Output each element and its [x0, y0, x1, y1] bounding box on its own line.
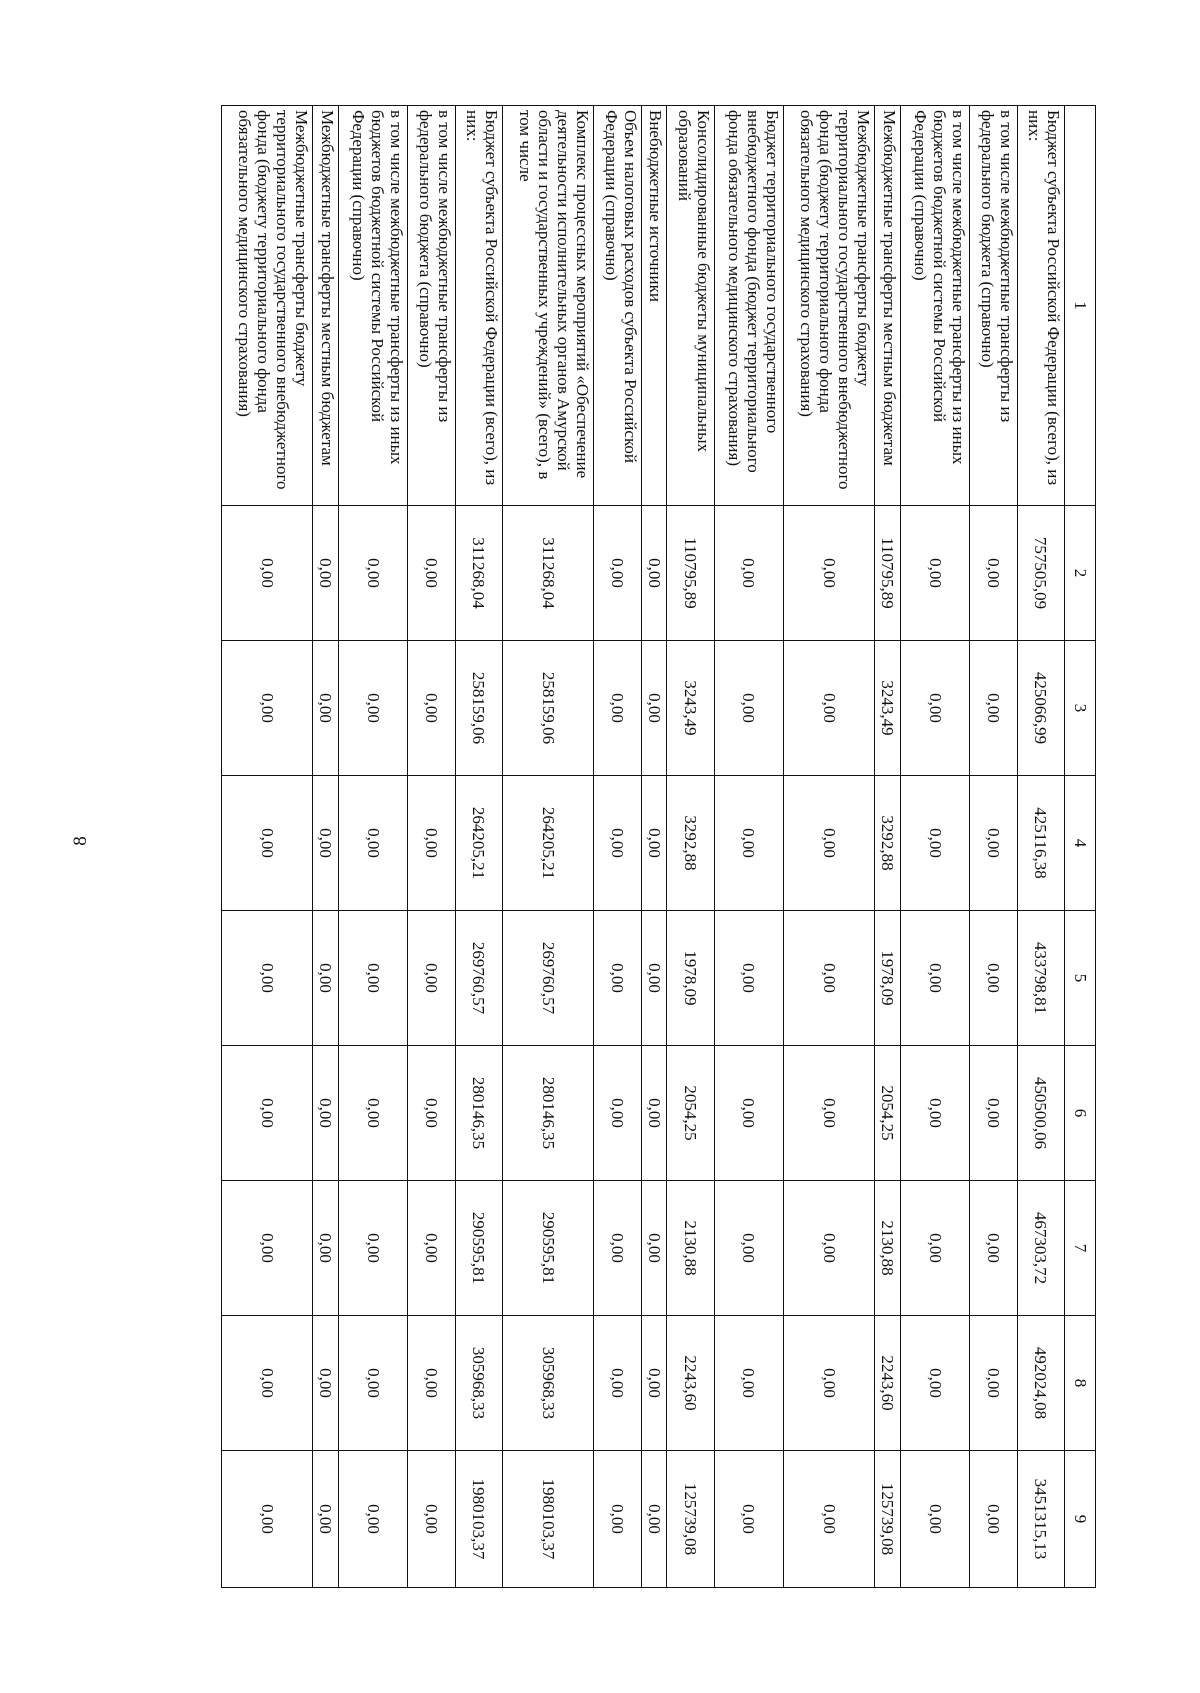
value-cell: 280146,35 — [503, 1046, 594, 1181]
value-cell: 0,00 — [338, 776, 407, 911]
table-row — [338, 106, 407, 1588]
value-cell: 0,00 — [408, 1181, 455, 1316]
row-label: Межбюджетные трансферты бюджету территориального государственного внебюджетного фонда (бюджету территориального фонда обязательного медицинского страхования) — [784, 106, 875, 506]
value-cell: 0,00 — [641, 641, 666, 776]
value-cell: 0,00 — [313, 506, 338, 641]
value-cell: 0,00 — [313, 1316, 338, 1451]
value-cell: 0,00 — [222, 1451, 313, 1588]
value-cell: 2130,88 — [875, 1181, 900, 1316]
column-header-2: 2 — [1065, 506, 1096, 641]
value-cell: 0,00 — [338, 1046, 407, 1181]
page-number: 8 — [70, 836, 91, 846]
value-cell: 0,00 — [714, 1181, 783, 1316]
value-cell: 425066,99 — [1017, 641, 1064, 776]
table-row — [784, 106, 875, 1588]
table-row — [641, 106, 666, 1588]
value-cell: 0,00 — [222, 1316, 313, 1451]
value-cell: 0,00 — [313, 1181, 338, 1316]
value-cell: 0,00 — [594, 911, 641, 1046]
value-cell: 305968,33 — [455, 1316, 502, 1451]
value-cell: 269760,57 — [503, 911, 594, 1046]
value-cell: 3243,49 — [875, 641, 900, 776]
table-header-row — [1065, 106, 1096, 1588]
value-cell: 0,00 — [408, 506, 455, 641]
table-row — [222, 106, 313, 1588]
value-cell: 110795,89 — [875, 506, 900, 641]
value-cell: 0,00 — [970, 776, 1017, 911]
value-cell: 492024,08 — [1017, 1316, 1064, 1451]
value-cell: 0,00 — [338, 1451, 407, 1588]
value-cell: 0,00 — [313, 911, 338, 1046]
row-label: Консолидированные бюджеты муниципальных образований — [667, 106, 714, 506]
table-row — [667, 106, 714, 1588]
value-cell: 757505,09 — [1017, 506, 1064, 641]
value-cell: 3243,49 — [667, 641, 714, 776]
value-cell: 269760,57 — [455, 911, 502, 1046]
table-body — [222, 106, 1065, 1588]
value-cell: 311268,04 — [503, 506, 594, 641]
column-header-5: 5 — [1065, 911, 1096, 1046]
value-cell: 0,00 — [641, 776, 666, 911]
value-cell: 0,00 — [594, 1316, 641, 1451]
value-cell: 0,00 — [784, 776, 875, 911]
value-cell: 0,00 — [970, 506, 1017, 641]
value-cell: 125739,08 — [875, 1451, 900, 1588]
value-cell: 0,00 — [222, 641, 313, 776]
value-cell: 433798,81 — [1017, 911, 1064, 1046]
table-row — [594, 106, 641, 1588]
row-label: Объем налоговых расходов субъекта Российской Федерации (справочно) — [594, 106, 641, 506]
value-cell: 0,00 — [714, 776, 783, 911]
value-cell: 3451315,13 — [1017, 1451, 1064, 1588]
value-cell: 0,00 — [641, 506, 666, 641]
value-cell: 0,00 — [900, 1181, 969, 1316]
column-header-3: 3 — [1065, 641, 1096, 776]
value-cell: 0,00 — [784, 506, 875, 641]
value-cell: 125739,08 — [667, 1451, 714, 1588]
value-cell: 0,00 — [714, 506, 783, 641]
value-cell: 0,00 — [338, 1181, 407, 1316]
value-cell: 467303,72 — [1017, 1181, 1064, 1316]
value-cell: 1980103,37 — [503, 1451, 594, 1588]
value-cell: 0,00 — [970, 641, 1017, 776]
column-header-9: 9 — [1065, 1451, 1096, 1588]
value-cell: 0,00 — [641, 1451, 666, 1588]
value-cell: 280146,35 — [455, 1046, 502, 1181]
value-cell: 425116,38 — [1017, 776, 1064, 911]
column-header-1: 1 — [1065, 106, 1096, 506]
value-cell: 2243,60 — [875, 1316, 900, 1451]
value-cell: 290595,81 — [455, 1181, 502, 1316]
value-cell: 305968,33 — [503, 1316, 594, 1451]
value-cell: 0,00 — [222, 1181, 313, 1316]
table-row — [875, 106, 900, 1588]
value-cell: 0,00 — [338, 641, 407, 776]
value-cell: 0,00 — [594, 1451, 641, 1588]
row-label: в том числе межбюджетные трансферты из иных бюджетов бюджетной системы Российской Федерации (справочно) — [900, 106, 969, 506]
value-cell: 0,00 — [970, 911, 1017, 1046]
row-label: Бюджет территориального государственного внебюджетного фонда (бюджет территориального фонда обязательного медицинского страхования) — [714, 106, 783, 506]
value-cell: 3292,88 — [667, 776, 714, 911]
value-cell: 0,00 — [784, 1451, 875, 1588]
value-cell: 0,00 — [338, 911, 407, 1046]
row-label: Бюджет субъекта Российской Федерации (всего), из них: — [455, 106, 502, 506]
value-cell: 1980103,37 — [455, 1451, 502, 1588]
row-label: в том числе межбюджетные трансферты из иных бюджетов бюджетной системы Российской Федерации (справочно) — [338, 106, 407, 506]
value-cell: 0,00 — [641, 1046, 666, 1181]
value-cell: 0,00 — [641, 1181, 666, 1316]
value-cell: 0,00 — [408, 1046, 455, 1181]
value-cell: 264205,21 — [503, 776, 594, 911]
value-cell: 0,00 — [594, 641, 641, 776]
value-cell: 0,00 — [970, 1181, 1017, 1316]
value-cell: 0,00 — [900, 506, 969, 641]
row-label: Межбюджетные трансферты местным бюджетам — [313, 106, 338, 506]
value-cell: 0,00 — [784, 1316, 875, 1451]
value-cell: 2130,88 — [667, 1181, 714, 1316]
value-cell: 0,00 — [900, 1046, 969, 1181]
value-cell: 0,00 — [408, 641, 455, 776]
value-cell: 0,00 — [970, 1316, 1017, 1451]
table-row — [313, 106, 338, 1588]
column-header-4: 4 — [1065, 776, 1096, 911]
row-label: Межбюджетные трансферты местным бюджетам — [875, 106, 900, 506]
value-cell: 258159,06 — [503, 641, 594, 776]
value-cell: 0,00 — [338, 506, 407, 641]
value-cell: 3292,88 — [875, 776, 900, 911]
value-cell: 0,00 — [714, 641, 783, 776]
value-cell: 0,00 — [784, 641, 875, 776]
row-label: Внебюджетные источники — [641, 106, 666, 506]
table-row — [408, 106, 455, 1588]
value-cell: 0,00 — [313, 1451, 338, 1588]
value-cell: 0,00 — [222, 506, 313, 641]
table-row — [1017, 106, 1064, 1588]
value-cell: 0,00 — [408, 776, 455, 911]
value-cell: 0,00 — [222, 776, 313, 911]
value-cell: 311268,04 — [455, 506, 502, 641]
value-cell: 0,00 — [222, 1046, 313, 1181]
value-cell: 0,00 — [900, 1451, 969, 1588]
value-cell: 0,00 — [313, 776, 338, 911]
table-row — [900, 106, 969, 1588]
value-cell: 0,00 — [338, 1316, 407, 1451]
value-cell: 258159,06 — [455, 641, 502, 776]
value-cell: 2243,60 — [667, 1316, 714, 1451]
table-row — [455, 106, 502, 1588]
value-cell: 264205,21 — [455, 776, 502, 911]
value-cell: 0,00 — [222, 911, 313, 1046]
value-cell: 0,00 — [900, 641, 969, 776]
table-row — [503, 106, 594, 1588]
value-cell: 0,00 — [641, 911, 666, 1046]
value-cell: 0,00 — [714, 1316, 783, 1451]
value-cell: 0,00 — [313, 1046, 338, 1181]
row-label: Комплекс процессных мероприятий «Обеспечение деятельности исполнительных органов Амурской области и государственных учреждений» (всего), в том числе — [503, 106, 594, 506]
value-cell: 1978,09 — [667, 911, 714, 1046]
value-cell: 0,00 — [641, 1316, 666, 1451]
value-cell: 0,00 — [714, 1046, 783, 1181]
value-cell: 0,00 — [784, 911, 875, 1046]
row-label: в том числе межбюджетные трансферты из федерального бюджета (справочно) — [970, 106, 1017, 506]
value-cell: 110795,89 — [667, 506, 714, 641]
value-cell: 450500,06 — [1017, 1046, 1064, 1181]
value-cell: 0,00 — [900, 1316, 969, 1451]
budget-table — [221, 105, 1096, 1588]
value-cell: 2054,25 — [667, 1046, 714, 1181]
value-cell: 0,00 — [594, 506, 641, 641]
value-cell: 0,00 — [594, 1181, 641, 1316]
value-cell: 0,00 — [714, 911, 783, 1046]
row-label: Бюджет субъекта Российской Федерации (всего), из них: — [1017, 106, 1064, 506]
row-label: в том числе межбюджетные трансферты из федерального бюджета (справочно) — [408, 106, 455, 506]
column-header-6: 6 — [1065, 1046, 1096, 1181]
value-cell: 0,00 — [900, 776, 969, 911]
value-cell: 0,00 — [784, 1046, 875, 1181]
value-cell: 0,00 — [594, 1046, 641, 1181]
column-header-7: 7 — [1065, 1181, 1096, 1316]
value-cell: 0,00 — [408, 1316, 455, 1451]
value-cell: 0,00 — [714, 1451, 783, 1588]
value-cell: 290595,81 — [503, 1181, 594, 1316]
value-cell: 0,00 — [408, 1451, 455, 1588]
table-row — [970, 106, 1017, 1588]
table-row — [714, 106, 783, 1588]
value-cell: 0,00 — [313, 641, 338, 776]
value-cell: 0,00 — [408, 911, 455, 1046]
rotated-table-wrapper — [221, 105, 1096, 1587]
column-header-8: 8 — [1065, 1316, 1096, 1451]
value-cell: 0,00 — [970, 1046, 1017, 1181]
row-label: Межбюджетные трансферты бюджету территориального государственного внебюджетного фонда (бюджету территориального фонда обязательного медицинского страхования) — [222, 106, 313, 506]
value-cell: 0,00 — [594, 776, 641, 911]
value-cell: 1978,09 — [875, 911, 900, 1046]
value-cell: 0,00 — [784, 1181, 875, 1316]
value-cell: 2054,25 — [875, 1046, 900, 1181]
value-cell: 0,00 — [900, 911, 969, 1046]
value-cell: 0,00 — [970, 1451, 1017, 1588]
